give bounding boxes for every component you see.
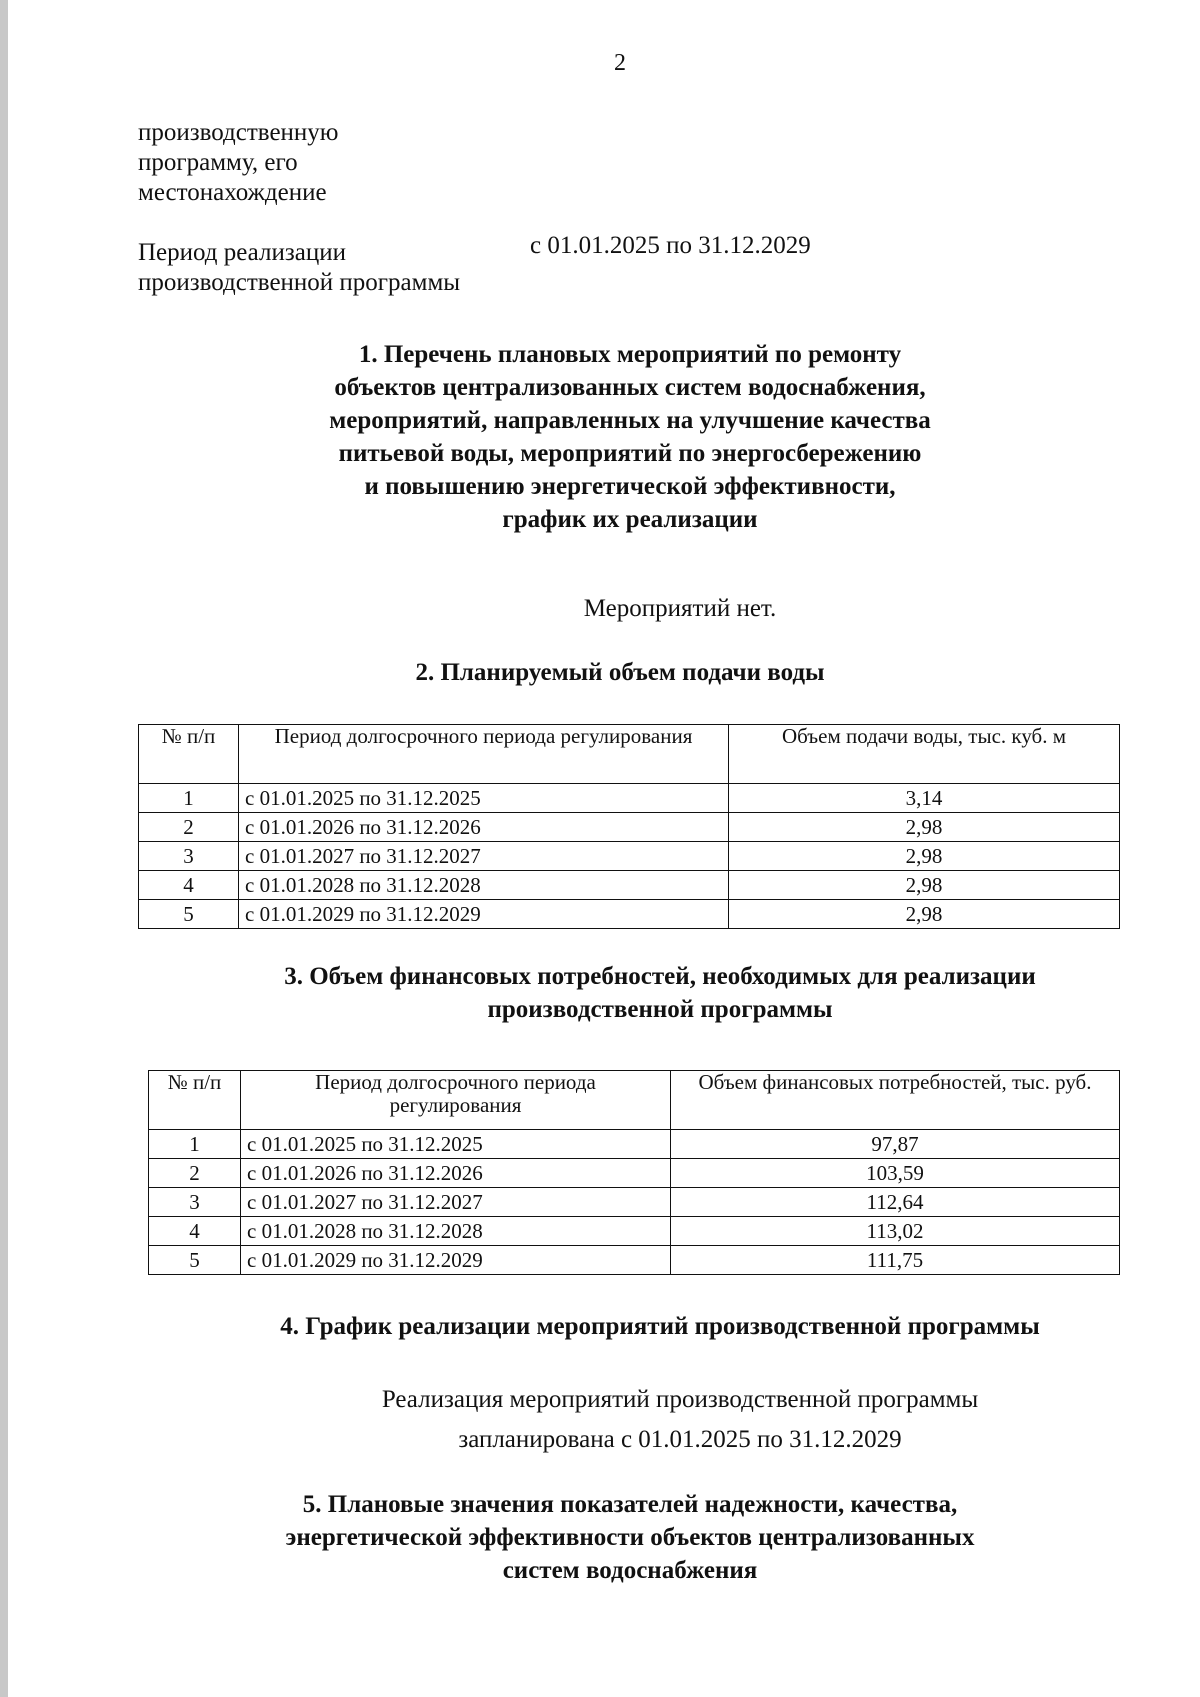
table-header-row — [149, 1071, 1120, 1130]
row-period: с 01.01.2025 по 31.12.2025 — [239, 784, 729, 813]
row-value: 3,14 — [729, 784, 1120, 813]
section1-title-line: объектов централизованных систем водоснабжения, — [334, 374, 926, 401]
row-number: 1 — [139, 784, 239, 813]
section1-title-line: питьевой воды, мероприятий по энергосбережению — [338, 440, 922, 467]
row-number: 3 — [139, 842, 239, 871]
period-label-line: Период реализации — [138, 239, 346, 266]
row-number: 4 — [139, 871, 239, 900]
water-supply-table — [138, 724, 1120, 929]
page-number: 2 — [614, 50, 626, 76]
column-header: Объем подачи воды, тыс. куб. м — [729, 725, 1120, 784]
period-label — [138, 238, 518, 298]
section4-text-line: Реализация мероприятий производственной программы — [381, 1386, 979, 1413]
row-number: 2 — [139, 813, 239, 842]
section3-title — [200, 960, 1120, 1026]
row-period: с 01.01.2026 по 31.12.2026 — [241, 1159, 671, 1188]
table-row — [139, 784, 1120, 813]
intro-line: программу, его — [138, 149, 298, 176]
section2-title: 2. Планируемый объем подачи воды — [415, 659, 825, 686]
table-header-row — [139, 725, 1120, 784]
row-value: 2,98 — [729, 871, 1120, 900]
column-header: Период долгосрочного периода регулирования — [241, 1071, 671, 1130]
row-value: 2,98 — [729, 813, 1120, 842]
section3-title-line: 3. Объем финансовых потребностей, необходимых для реализации — [284, 963, 1036, 990]
table-row — [149, 1130, 1120, 1159]
table-row — [149, 1188, 1120, 1217]
row-number: 4 — [149, 1217, 241, 1246]
row-value: 111,75 — [671, 1246, 1120, 1275]
row-number: 1 — [149, 1130, 241, 1159]
row-period: с 01.01.2028 по 31.12.2028 — [239, 871, 729, 900]
row-number: 2 — [149, 1159, 241, 1188]
column-header: Объем финансовых потребностей, тыс. руб. — [671, 1071, 1120, 1130]
section1-title-line: мероприятий, направленных на улучшение качества — [329, 407, 931, 434]
row-number: 5 — [139, 900, 239, 929]
row-value: 103,59 — [671, 1159, 1120, 1188]
row-period: с 01.01.2026 по 31.12.2026 — [239, 813, 729, 842]
section4-text — [300, 1380, 1060, 1460]
row-period: с 01.01.2029 по 31.12.2029 — [241, 1246, 671, 1275]
scan-edge — [0, 0, 8, 1697]
section4-text-line: запланирована с 01.01.2025 по 31.12.2029 — [458, 1426, 902, 1453]
section5-title-line: энергетической эффективности объектов централизованных — [285, 1524, 975, 1551]
table-row — [149, 1159, 1120, 1188]
financial-needs-table — [148, 1070, 1120, 1275]
row-period: с 01.01.2028 по 31.12.2028 — [241, 1217, 671, 1246]
table-row — [139, 842, 1120, 871]
section1-note: Мероприятий нет. — [583, 595, 777, 622]
section1-title-line: 1. Перечень плановых мероприятий по ремонту — [358, 341, 902, 368]
row-value: 113,02 — [671, 1217, 1120, 1246]
intro-line: производственную — [138, 119, 339, 146]
row-value: 97,87 — [671, 1130, 1120, 1159]
row-period: с 01.01.2029 по 31.12.2029 — [239, 900, 729, 929]
row-value: 2,98 — [729, 842, 1120, 871]
table-row — [139, 871, 1120, 900]
table-row — [149, 1246, 1120, 1275]
column-header: Период долгосрочного периода регулирования — [239, 725, 729, 784]
intro-line: местонахождение — [138, 179, 327, 206]
section1-title — [200, 338, 1060, 536]
intro-label — [138, 118, 518, 208]
column-header: № п/п — [149, 1071, 241, 1130]
section1-title-line: график их реализации — [502, 506, 758, 533]
table-row — [139, 900, 1120, 929]
row-period: с 01.01.2027 по 31.12.2027 — [241, 1188, 671, 1217]
table-row — [139, 813, 1120, 842]
section1-title-line: и повышению энергетической эффективности, — [364, 473, 896, 500]
row-value: 2,98 — [729, 900, 1120, 929]
section4-title: 4. График реализации мероприятий производственной программы — [280, 1313, 1040, 1340]
period-value: с 01.01.2025 по 31.12.2029 — [530, 232, 811, 259]
row-number: 3 — [149, 1188, 241, 1217]
period-label-line: производственной программы — [138, 269, 461, 296]
section3-title-line: производственной программы — [487, 996, 833, 1023]
row-period: с 01.01.2027 по 31.12.2027 — [239, 842, 729, 871]
column-header: № п/п — [139, 725, 239, 784]
row-value: 112,64 — [671, 1188, 1120, 1217]
section5-title-line: 5. Плановые значения показателей надежности, качества, — [302, 1491, 958, 1518]
table-row — [149, 1217, 1120, 1246]
row-period: с 01.01.2025 по 31.12.2025 — [241, 1130, 671, 1159]
section5-title — [200, 1488, 1060, 1587]
row-number: 5 — [149, 1246, 241, 1275]
section5-title-line: систем водоснабжения — [502, 1557, 758, 1584]
